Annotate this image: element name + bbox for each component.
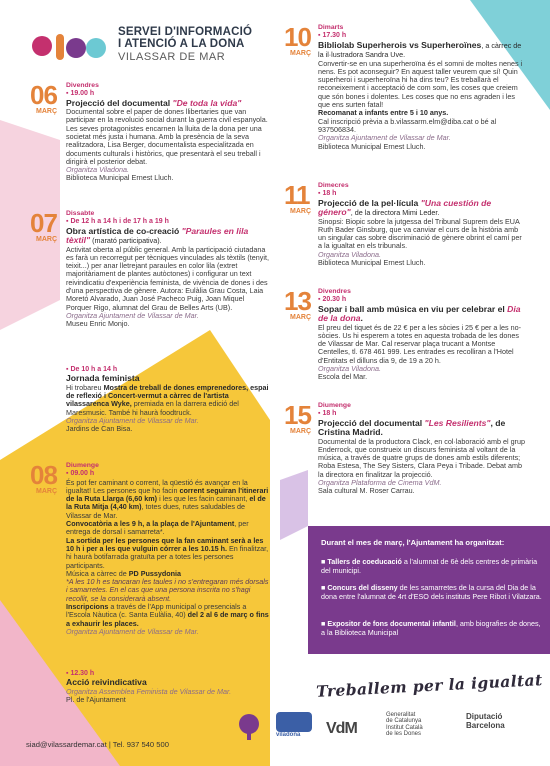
event-desc: Documental de la productora Clack, en col·laboració amb el grup Enderrock, que construeix un discurs feminista al voltant de la música, a través de quatre grups de dones amb estils diferents; Roba Estesa, The Sey Sisters, Clara Peya i Tribade. Debat amb la directora en finalitzar la projecció.	[318, 436, 525, 479]
event-13	[318, 288, 526, 382]
event-desc: Activitat oberta al públic general. Amb la participació ciutadana es farà un recorregut per tècniques vinculades als tèxtils (tenyit, teixit...) per anar lletrejant paraules en color lila (extret majoritàriament de plantes autòctones) i configurar un text reivindicatiu d'experiència feminista, de vivència de dones i des d'una perspectiva de gènere. Autora: Eulàlia Grau Costa, Laia Moretó Alvarado, Juan José Pacheco Puig, Joan Miquel Porquer Rigo, alumnat del Grau de Belles Arts (UB).	[66, 244, 269, 312]
event-day: Dimarts	[318, 24, 344, 31]
lilac-right-shape	[280, 470, 308, 540]
event-time: ▪ 20.30 h	[318, 296, 347, 304]
event-desc: Convertir-se en una superheroïna és el somni de moltes nenes i nens. Es pot aconseguir? En aquest taller veurem que sí! Quin superheroi i superheroïna hi ha dins teu? Es treballarà el reconeixement i acceptació de com som, les coses que creiem que són bones i dolentes. Les coses que no ens agraden i les que ens surten fatal!	[318, 58, 523, 110]
event-day: Divendres	[66, 82, 99, 89]
diputacio-logo: Diputació Barcelona	[466, 712, 505, 730]
event-06	[66, 82, 271, 183]
event-title: Acció reivindicativa	[66, 677, 147, 688]
event-organizer: Organitza Plataforma de Cinema VdM.	[318, 478, 442, 488]
event-place: Biblioteca Municipal Ernest Lluch.	[66, 173, 174, 183]
event-desc: El preu del tiquet és de 22 € per a les sòcies i 25 € per a les no-sòcies. Us hi esperem a totes en aquesta trobada de les dones de Vilassar de Mar. Cal reservar plaça trucant a Montse Centelles, tl. 678 461 999. Les entrades es recolliran a l'Hotel d'Entitats el dilluns dia 9, de 19 a 20 h.	[318, 322, 521, 365]
box-item: ■ Concurs del disseny de les samarretes de la cursa del Dia de la dona entre l'alumnat de 4rt d'ESO dels instituts Pere Ribot i Vilatzara.	[321, 583, 542, 601]
date-month: MARÇ	[36, 108, 57, 115]
event-place: Museu Enric Monjo.	[66, 319, 130, 329]
date-month: MARÇ	[36, 488, 57, 495]
header-subtitle: VILASSAR DE MAR	[118, 51, 226, 63]
footer-contact: siad@vilassardemar.cat | Tel. 937 540 500	[26, 740, 169, 749]
event-day: Diumenge	[318, 402, 351, 409]
event-title: Projecció del documental "Les Resilients", de Cristina Madrid.	[318, 417, 506, 438]
event-title: Obra artística de co-creació "Paraules en lila tèxtil" (marató participativa).	[66, 225, 249, 246]
event-place: Sala cultural M. Roser Carrau.	[318, 486, 415, 496]
event-convocatoria: Convocatòria a les 9 h, a la plaça de l'Ajuntament, per entrega de dorsal i samarreta*.	[66, 519, 249, 537]
event-title: Jornada feminista	[66, 373, 140, 384]
event-music: Música a càrrec de PD Pussydonia	[66, 568, 182, 578]
event-inscription: Cal inscripció prèvia a b.vilassarm.elm@diba.cat o bé al 937506834.	[318, 116, 497, 134]
date-month: MARÇ	[290, 208, 311, 215]
event-time: ▪ 18 h	[318, 410, 337, 418]
event-organizer: Organitza Viladona.	[66, 165, 129, 175]
event-title: Projecció del documental "De toda la vida"	[66, 97, 242, 108]
event-time: ▪ 18 h	[318, 190, 337, 198]
event-08b	[66, 670, 271, 704]
event-place: Jardins de Can Bisa.	[66, 424, 133, 434]
event-organizer: Organitza Ajuntament de Vilassar de Mar.	[66, 626, 199, 636]
date-month: MARÇ	[36, 236, 57, 243]
event-organizer: Organitza Assemblea Feminista de Vilassar de Mar.	[66, 686, 232, 696]
siad-logo	[30, 24, 108, 68]
event-day: Dimecres	[318, 182, 349, 189]
box-item: ■ Tallers de coeducació a l'alumnat de 6è dels centres de primària del municipi.	[321, 557, 538, 575]
event-note: *A les 10 h es tancaran les taules i no s'entregaran més dorsals i samarretes. En el cas que una persona inscrita no s'hagi recollit, se la considerarà absent.	[66, 577, 269, 603]
event-place: Biblioteca Municipal Ernest Lluch.	[318, 141, 426, 151]
event-title: Projecció de la pel·lícula "Una cuestión de género", de la directora Mimi Leder.	[318, 197, 492, 218]
event-title: Sopar i ball amb música en viu per celebrar el Dia de la dona.	[318, 303, 521, 324]
event-place: Pl. de l'Ajuntament	[66, 695, 126, 705]
event-time: ▪ De 10 h a 14 h	[66, 366, 118, 373]
date-number: 15	[284, 400, 311, 430]
event-organizer: Organitza Ajuntament de Vilassar de Mar.	[66, 310, 199, 320]
event-day: Divendres	[318, 288, 351, 295]
event-place: Escola del Mar.	[318, 372, 368, 382]
date-number: 08	[30, 460, 57, 490]
event-recommended: Recomanat a infants entre 5 i 10 anys.	[318, 108, 449, 118]
event-time: ▪ 12.30 h	[66, 670, 95, 677]
box-title: Durant el mes de març, l'Ajuntament ha organitzat:	[321, 538, 505, 547]
event-07b	[66, 366, 271, 434]
slogan: Treballem per la igualtat	[315, 670, 543, 701]
header-title: SERVEI D'INFORMACIÓ I ATENCIÓ A LA DONA	[118, 26, 253, 50]
date-number: 06	[30, 80, 57, 110]
event-sortida: La sortida per les persones que la fan caminant serà a les 10 h i per a les que vulguin córrer a les 10.15 h. En finalitzar, hi haurà botifarrada gratuïta per a totes les persones participants.	[66, 535, 269, 570]
event-time: ▪ 09.00 h	[66, 470, 95, 478]
vdm-logo: VdM	[326, 720, 357, 737]
date-number: 11	[284, 180, 310, 210]
organized-box	[308, 526, 550, 654]
date-month: MARÇ	[290, 314, 311, 321]
generalitat-logo: Generalitat de Catalunya Institut Català de les Dones	[386, 712, 423, 738]
date-number: 10	[284, 22, 311, 52]
event-title: Bibliolab Superherois vs Superheroïnes, a càrrec de la il·lustradora Sandra Uve.	[318, 39, 522, 60]
event-desc: Hi trobareu Mostra de treball de dones emprenedores, espai de reflexió i Concert-vermut a càrrec de l'artista vilassarenca Wyke, premiada en la darrera edició del Maresmusic. També hi haurà foodtruck.	[66, 382, 269, 417]
event-desc: És pot fer caminant o corrent, la qüestió és avançar en la igualtat! Les persones que ho facin corrent seguiran l'itinerari de la Ruta Llarga (6,60 km) i les que les facin caminant, el de la Ruta Mitja (4,40 km), totes dues, rutes saludables de Vilassar de Mar.	[66, 477, 269, 520]
event-time: ▪ De 12 h a 14 h i de 17 h a 19 h	[66, 218, 169, 226]
date-month: MARÇ	[290, 50, 311, 57]
event-10	[318, 24, 526, 151]
event-organizer: Organitza Ajuntament de Vilassar de Mar.	[318, 133, 451, 143]
date-number: 07	[30, 208, 57, 238]
event-place: Biblioteca Municipal Ernest Lluch.	[318, 258, 426, 268]
date-month: MARÇ	[290, 428, 311, 435]
event-organizer: Organitza Ajuntament de Vilassar de Mar.	[66, 415, 199, 425]
event-day: Diumenge	[66, 462, 99, 469]
box-item: ■ Expositor de fons documental infantil, amb biografies de dones, a la Biblioteca Municipal	[321, 619, 541, 637]
event-organizer: Organitza Viladona.	[318, 364, 381, 374]
event-desc: Sinopsi: Biopic sobre la jutgessa del Tribunal Suprem dels EUA Ruth Bader Ginsburg, que va canviar el curs de la història amb un singular cas sobre discriminació de gènere obrint el camí per a la igualtat en els tribunals.	[318, 216, 522, 251]
event-11	[318, 182, 526, 267]
event-time: ▪ 19.00 h	[66, 90, 95, 98]
date-number: 13	[284, 286, 311, 316]
event-08	[66, 462, 271, 636]
ajuntament-logo	[236, 712, 264, 746]
event-time: ▪ 17.30 h	[318, 32, 347, 40]
event-07	[66, 210, 271, 329]
event-desc: Documental sobre el paper de dones llibertaries que van participar en la revolució social durant la guerra civil espanyola. Les seves protagonistes encarnen la lluita de la dona per una societat més justa i humana. Amb la presència de la seva realitzadora, Lisa Berger, documentalista especialitzada en documents culturals i històrics, que presentarà el seu treball i dirigirà el posterior debat.	[66, 107, 268, 166]
event-15	[318, 402, 526, 496]
event-organizer: Organitza Viladona.	[318, 249, 381, 259]
viladona-logo: viladona	[276, 712, 316, 746]
event-inscripcions: Inscripcions a través de l'App municipal o presencials a l'Escola Nàutica (c. Santa Eulàlia, 40) del 2 al 6 de març o fins a exhaurir les places.	[66, 602, 269, 628]
event-day: Dissabte	[66, 210, 95, 217]
